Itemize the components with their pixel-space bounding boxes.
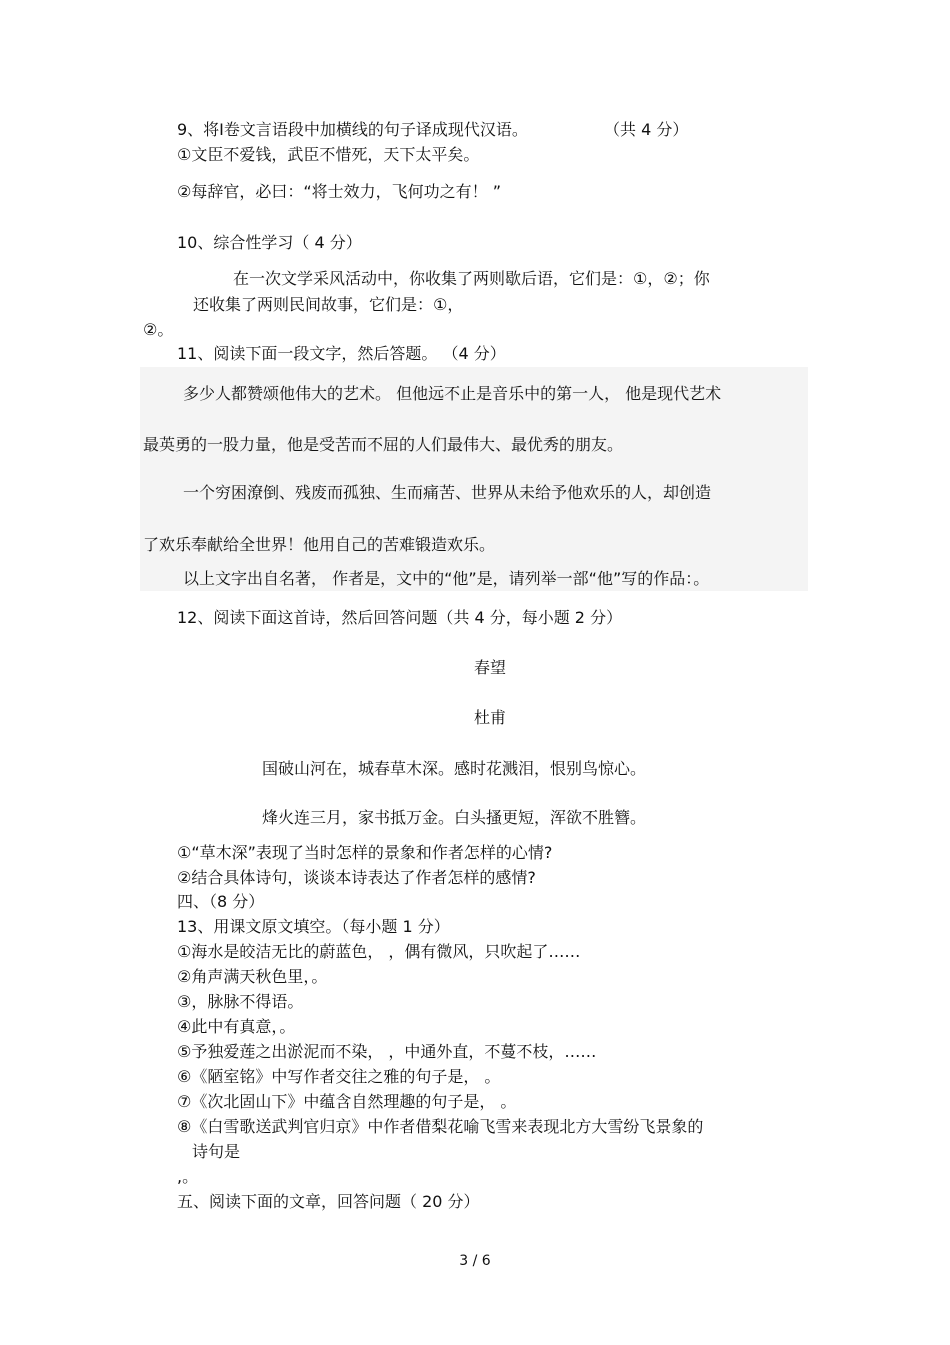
q11-passage-line-2: 最英勇的一股力量，他是受苦而不屈的人们最伟大、最优秀的朋友。 (143, 435, 624, 454)
q12-question-2: ②结合具体诗句，谈谈本诗表达了作者怎样的感情? (177, 868, 536, 887)
poem-author: 杜甫 (473, 708, 506, 727)
q13-item-8-end: ,。 (177, 1167, 199, 1186)
q10-line-2: 还收集了两则民间故事，它们是：①， (193, 295, 464, 314)
q13-item-4: ④此中有真意，。 (177, 1017, 296, 1036)
page-number: 3 / 6 (459, 1253, 491, 1269)
q9-title: 9、将Ⅰ卷文言语段中加横线的句子译成现代汉语。 (177, 120, 528, 139)
q12-question-1: ①“草木深”表现了当时怎样的景象和作者怎样的心情? (177, 843, 553, 862)
q13-item-2: ②角声满天秋色里，。 (177, 967, 328, 986)
q11-passage-line-5: 以上文字出自名著， 作者是，文中的“他”是，请列举一部“他”写的作品：。 (183, 569, 710, 588)
q13-item-7: ⑦《次北固山下》中蕴含自然理趣的句子是， 。 (177, 1092, 517, 1111)
q11-passage-line-4: 了欢乐奉献给全世界！他用自己的苦难锻造欢乐。 (143, 535, 496, 554)
q10-line-1: 在一次文学采风活动中，你收集了两则歇后语，它们是：①，②；你 (233, 269, 710, 288)
q10-line-3: ②。 (143, 320, 174, 339)
q10-title: 10、综合性学习（ 4 分） (177, 233, 362, 252)
poem-line-2: 烽火连三月，家书抵万金。白头搔更短，浑欲不胜簪。 (262, 808, 647, 827)
q13-item-8: ⑧《白雪歌送武判官归京》中作者借梨花喻飞雪来表现北方大雪纷飞景象的 (177, 1117, 704, 1136)
q12-title: 12、阅读下面这首诗，然后回答问题（共 4 分，每小题 2 分） (177, 608, 623, 627)
q11-title: 11、阅读下面一段文字，然后答题。 （4 分） (177, 344, 506, 363)
q9-item-2: ②每辞官，必曰：“将士效力，飞何功之有！ ” (177, 182, 502, 201)
q13-item-8-cont: 诗句是 (192, 1142, 241, 1161)
q13-item-5: ⑤予独爱莲之出淤泥而不染， ，中通外直，不蔓不枝，…… (177, 1042, 597, 1061)
q11-passage-line-1: 多少人都赞颂他伟大的艺术。 但他远不止是音乐中的第一人， 他是现代艺术 (183, 384, 722, 403)
q13-item-1: ①海水是皎洁无比的蔚蓝色， ，偶有微风，只吹起了…… (177, 942, 581, 961)
poem-title: 春望 (473, 658, 506, 677)
section-4-heading: 四、（8 分） (177, 892, 265, 911)
poem-line-1: 国破山河在，城春草木深。感时花溅泪，恨别鸟惊心。 (262, 759, 647, 778)
section-5-heading: 五、阅读下面的文章，回答问题（ 20 分） (177, 1192, 480, 1211)
q13-title: 13、用课文原文填空。（每小题 1 分） (177, 917, 450, 936)
q13-item-6: ⑥《陋室铭》中写作者交往之雅的句子是， 。 (177, 1067, 501, 1086)
q11-passage-line-3: 一个穷困潦倒、残废而孤独、生而痛苦、世界从未给予他欢乐的人，却创造 (183, 483, 712, 502)
q9-item-1: ①文臣不爱钱，武臣不惜死，天下太平矣。 (177, 145, 480, 164)
q9-score: （共 4 分） (604, 120, 689, 139)
q13-item-3: ③，脉脉不得语。 (177, 992, 304, 1011)
